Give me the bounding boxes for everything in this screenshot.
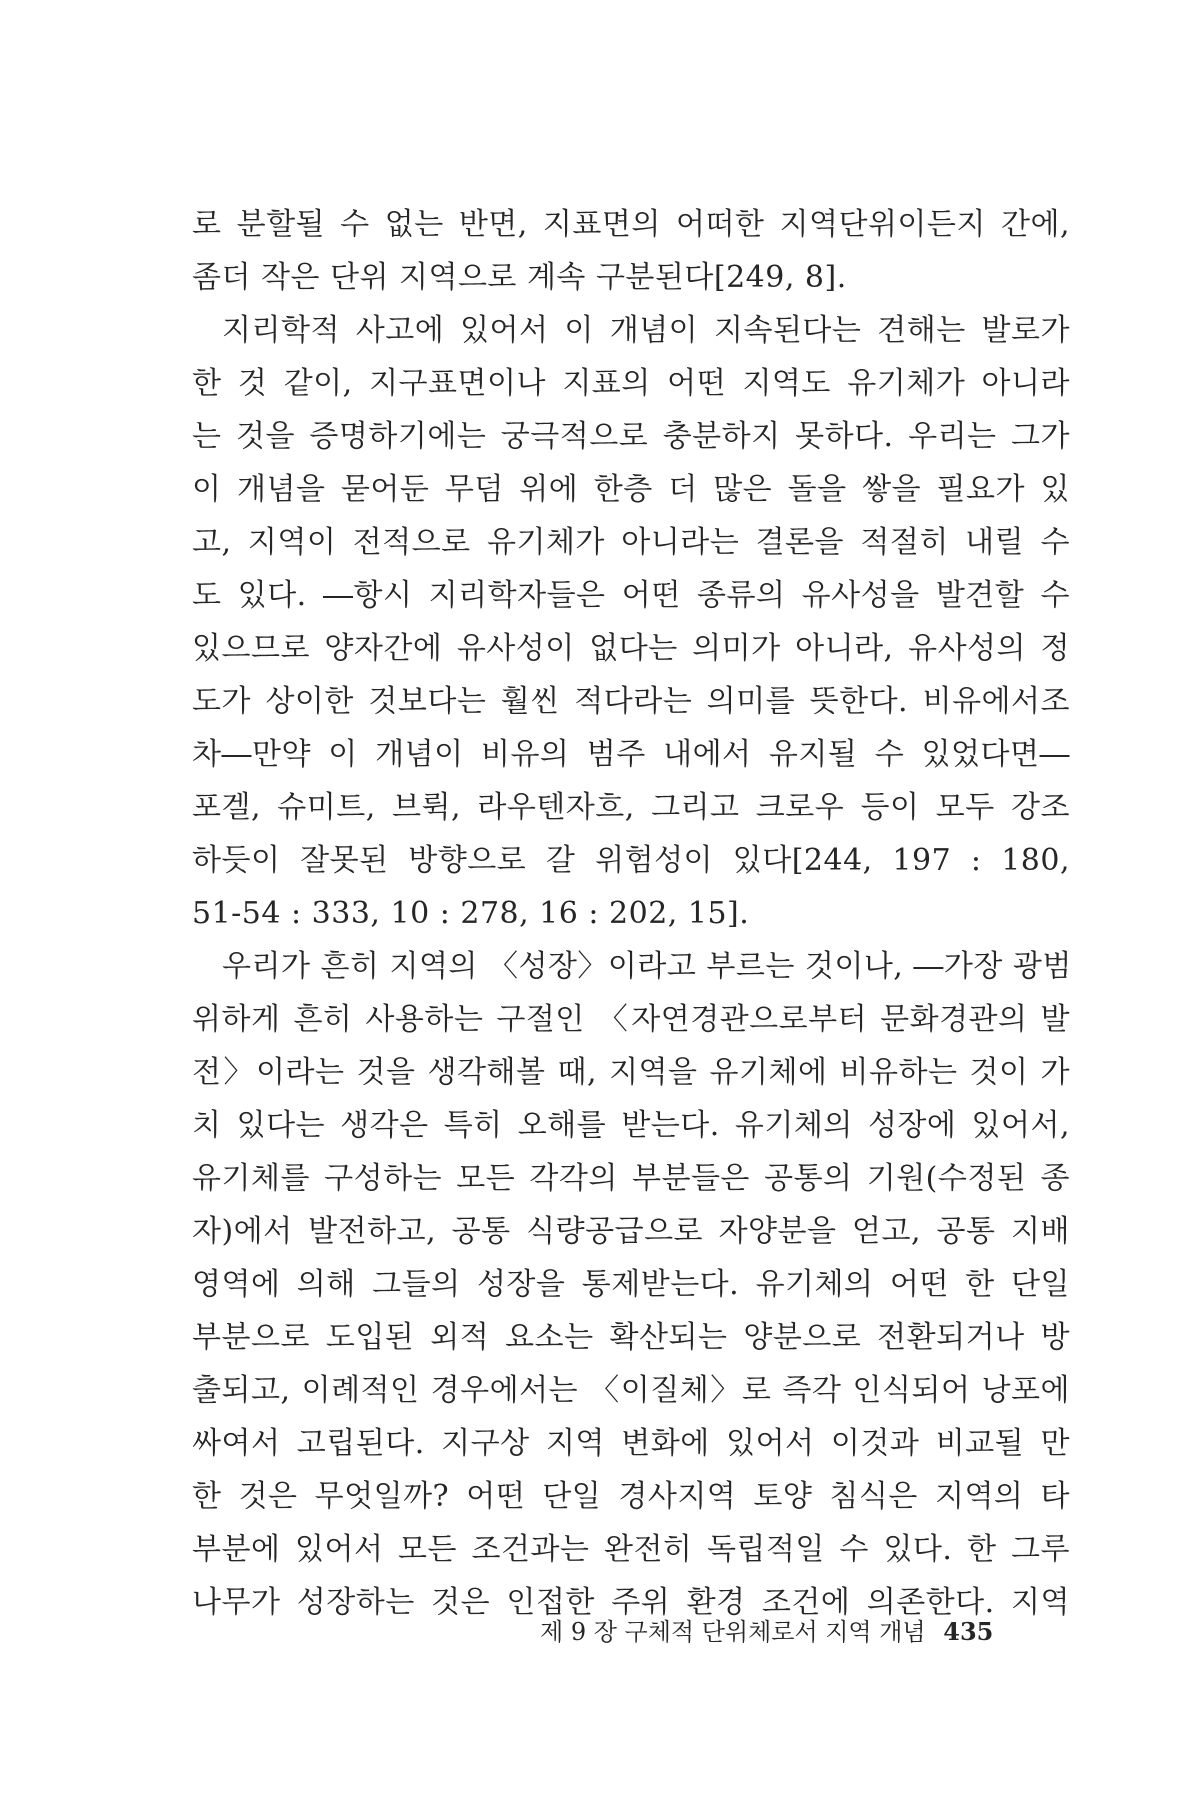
chapter-title: 제 9 장 구체적 단위체로서 지역 개념 [540, 1618, 926, 1646]
text-line: 하듯이 잘못된 방향으로 갈 위험성이 있다[244, 197 : 180, [192, 843, 1070, 878]
page-number: 435 [943, 1617, 994, 1646]
running-footer [540, 1612, 993, 1647]
text-line: 싸여서 고립된다. 지구상 지역 변화에 있어서 이것과 비교될 만 [192, 1426, 1070, 1461]
text-line: 부분으로 도입된 외적 요소는 확산되는 양분으로 전환되거나 방 [192, 1320, 1070, 1355]
text-line: 지리학적 사고에 있어서 이 개념이 지속된다는 견해는 발로가 [222, 313, 1070, 348]
text-line: 우리가 흔히 지역의 〈성장〉이라고 부르는 것이나, ―가장 광범 [222, 949, 1072, 984]
text-line: 출되고, 이례적인 경우에서는 〈이질체〉로 즉각 인식되어 낭포에 [192, 1373, 1070, 1408]
text-line: 도 있다. ―항시 지리학자들은 어떤 종류의 유사성을 발견할 수 [192, 578, 1070, 613]
text-line: 위하게 흔히 사용하는 구절인 〈자연경관으로부터 문화경관의 발 [192, 1002, 1070, 1037]
text-line: 51-54 : 333, 10 : 278, 16 : 202, 15]. [192, 896, 750, 931]
text-line: 전〉이라는 것을 생각해볼 때, 지역을 유기체에 비유하는 것이 가 [192, 1055, 1070, 1090]
text-line: 포겔, 슈미트, 브뤽, 라우텐자흐, 그리고 크로우 등이 모두 강조 [192, 790, 1070, 825]
text-line: 유기체를 구성하는 모든 각각의 부분들은 공통의 기원(수정된 종 [192, 1161, 1070, 1196]
text-line: 나무가 성장하는 것은 인접한 주위 환경 조건에 의존한다. 지역 [192, 1585, 1070, 1620]
text-line: 차―만약 이 개념이 비유의 범주 내에서 유지될 수 있었다면― [192, 737, 1070, 772]
text-line: 부분에 있어서 모든 조건과는 완전히 독립적일 수 있다. 한 그루 [192, 1532, 1070, 1567]
text-line: 이 개념을 묻어둔 무덤 위에 한층 더 많은 돌을 쌓을 필요가 있 [192, 472, 1070, 507]
text-line: 치 있다는 생각은 특히 오해를 받는다. 유기체의 성장에 있어서, [192, 1108, 1070, 1143]
text-line: 는 것을 증명하기에는 궁극적으로 충분하지 못하다. 우리는 그가 [192, 419, 1070, 454]
text-line: 고, 지역이 전적으로 유기체가 아니라는 결론을 적절히 내릴 수 [192, 525, 1070, 560]
text-line: 영역에 의해 그들의 성장을 통제받는다. 유기체의 어떤 한 단일 [192, 1267, 1070, 1302]
text-line: 좀더 작은 단위 지역으로 계속 구분된다[249, 8]. [192, 260, 847, 295]
text-line: 자)에서 발전하고, 공통 식량공급으로 자양분을 얻고, 공통 지배 [192, 1214, 1070, 1249]
body-text [192, 198, 1070, 1629]
text-line: 로 분할될 수 없는 반면, 지표면의 어떠한 지역단위이든지 간에, [192, 207, 1070, 242]
text-line: 도가 상이한 것보다는 훨씬 적다라는 의미를 뜻한다. 비유에서조 [192, 684, 1070, 719]
text-line: 한 것은 무엇일까? 어떤 단일 경사지역 토양 침식은 지역의 타 [192, 1479, 1070, 1514]
text-line: 한 것 같이, 지구표면이나 지표의 어떤 지역도 유기체가 아니라 [192, 366, 1070, 401]
text-line: 있으므로 양자간에 유사성이 없다는 의미가 아니라, 유사성의 정 [192, 631, 1070, 666]
